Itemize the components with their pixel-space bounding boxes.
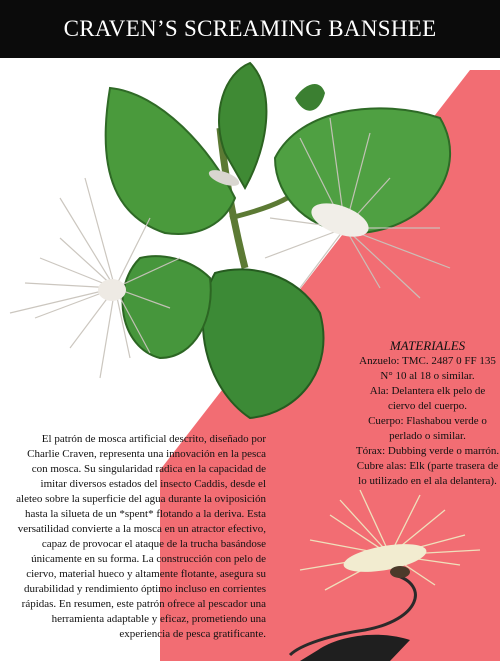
material-wing: Ala: Delantera elk pelo de ciervo del cuerpo. — [369, 385, 486, 412]
material-wing-case: Cubre alas: Elk (parte trasera de lo utilizado en el ala delantera). — [356, 460, 499, 487]
page-title: CRAVEN’S SCREAMING BANSHEE — [63, 16, 437, 41]
materials-heading: MATERIALES — [389, 338, 466, 353]
material-thorax: Tórax: Dubbing verde o marrón. — [355, 445, 500, 457]
title-banner — [0, 0, 500, 58]
dry-fly-image — [270, 480, 500, 661]
material-hook: Anzuelo: TMC. 2487 0 FF 135 N° 10 al 18 o similar. — [359, 355, 496, 382]
material-body: Cuerpo: Flashabou verde o perlado o similar. — [368, 415, 487, 442]
materials-list — [355, 338, 500, 489]
description-paragraph: El patrón de mosca artificial descrito, diseñado por Charlie Craven, representa una innovación en la pesca con mosca. Su singularidad radica en la capacidad de imitar diversos estados del insecto Caddis, desde el aleteo sobre la superficie del agua durante la oviposición hasta la silueta de un *spent* flotando a la deriva. Esta versatilidad convierte a la mosca en un atractor efectivo, capaz de provocar el ataque de la trucha basándose únicamente en su forma. La construcción con pelo de ciervo, material hueco y altamente flotante, asegura su durabilidad y rendimiento óptimo incluso en corrientes rápidas. En resumen, este patrón ofrece al pescador una herramienta adaptable y eficaz, prometiendo una experiencia de pesca gratificante. — [16, 433, 266, 640]
